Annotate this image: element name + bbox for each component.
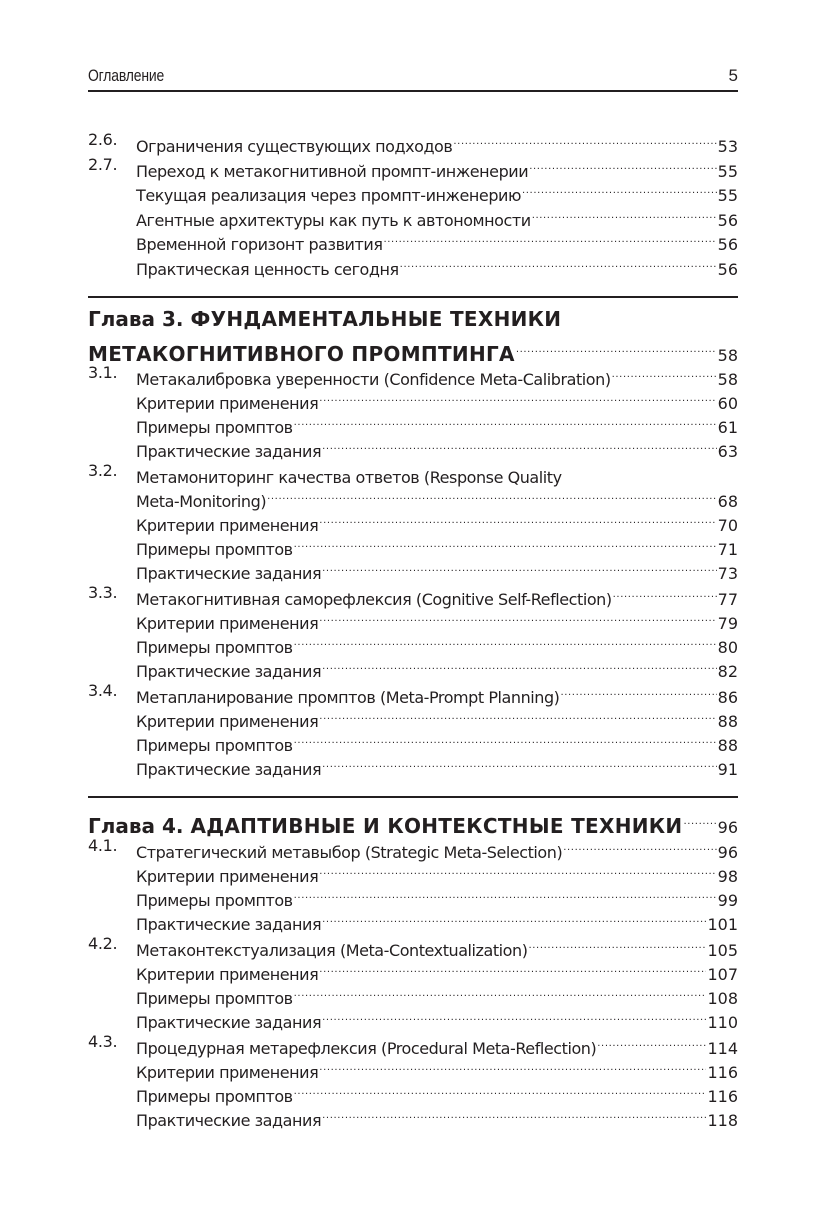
entry-page: 116 (707, 1087, 738, 1106)
entry-title: Метамониторинг качества ответов (Response Quality (136, 467, 562, 487)
entry-page: 88 (717, 736, 738, 755)
entry-title: Процедурная метарефлексия (Procedural Meta-Reflection) (136, 1038, 597, 1058)
toc-entry[interactable] (88, 433, 738, 462)
dot-leader (294, 409, 717, 433)
entry-number: 4.3. (88, 1031, 118, 1051)
toc-entry[interactable] (88, 153, 738, 181)
toc-entry[interactable] (88, 459, 738, 487)
dot-leader (319, 1054, 706, 1078)
entry-title: Примеры промптов (136, 1087, 293, 1106)
entry-title: Критерии применения (136, 867, 319, 887)
entry-title: Стратегический метавыбор (Strategic Meta-Selection) (136, 843, 563, 862)
dot-leader (400, 251, 717, 275)
dot-leader (516, 333, 717, 361)
entry-title: Метакалибровка уверенности (Confidence Meta-Calibration) (136, 370, 611, 389)
toc-entry[interactable] (88, 385, 738, 414)
dot-leader (322, 751, 717, 775)
entry-number: 3.3. (88, 582, 118, 602)
toc-entry[interactable] (88, 507, 738, 536)
dot-leader (319, 507, 716, 531)
entry-page: 56 (717, 210, 738, 230)
dot-leader (294, 980, 707, 1004)
dot-leader (532, 202, 717, 226)
dot-leader (563, 834, 716, 858)
entry-page: 60 (717, 394, 738, 414)
entry-number: 4.2. (88, 933, 118, 953)
entry-number: 2.7. (88, 154, 118, 174)
entry-number: 3.4. (88, 680, 118, 700)
dot-leader (529, 153, 716, 177)
entry-page: 116 (707, 1062, 738, 1082)
chapter3-label: Глава 3. (88, 307, 184, 331)
entry-page: 73 (717, 564, 738, 584)
toc-entry[interactable] (88, 932, 738, 960)
entry-page: 98 (717, 867, 738, 887)
running-head-title: Оглавление (88, 66, 165, 85)
entry-title: Практические задания (136, 1013, 322, 1033)
dot-leader (612, 361, 717, 385)
entry-title: Критерии применения (136, 614, 319, 633)
toc-entry[interactable] (88, 1004, 738, 1033)
toc-entry[interactable] (88, 858, 738, 887)
toc-entry[interactable] (88, 906, 738, 935)
entry-title: Ограничения существующих подходов (136, 137, 453, 156)
toc-entry[interactable] (88, 834, 738, 862)
entry-page: 70 (717, 516, 738, 536)
toc-entry[interactable] (88, 605, 738, 633)
entry-title: Практические задания (136, 442, 322, 462)
entry-title: Примеры промптов (136, 891, 293, 911)
entry-page: 96 (717, 843, 738, 862)
toc-entry[interactable] (88, 980, 738, 1009)
entry-title: Практические задания (136, 1111, 322, 1131)
entry-title: Критерии применения (136, 711, 319, 731)
running-head (88, 66, 738, 88)
entry-title: Практическая ценность сегодня (136, 260, 399, 279)
entry-page: 79 (717, 614, 738, 633)
entry-title: Критерии применения (136, 394, 319, 414)
dot-leader (613, 581, 717, 605)
entry-page: 56 (717, 260, 738, 279)
dot-leader (563, 459, 737, 483)
toc-entry[interactable] (88, 727, 738, 755)
entry-page: 63 (717, 442, 738, 462)
toc-entry[interactable] (88, 1030, 738, 1058)
entry-title: Метаконтекстуализация (Meta-Contextualization) (136, 940, 528, 960)
toc-entry[interactable] (88, 128, 738, 156)
dot-leader (597, 1030, 706, 1054)
entry-title: Временной горизонт развития (136, 235, 383, 255)
toc-entry[interactable] (88, 177, 738, 206)
entry-page: 80 (717, 638, 738, 658)
entry-page: 101 (707, 915, 738, 935)
toc-entry[interactable] (88, 629, 738, 658)
toc-entry[interactable] (88, 653, 738, 682)
entry-title: Метакогнитивная саморефлексия (Cognitive Self-Reflection) (136, 589, 612, 609)
dot-leader (319, 385, 716, 409)
dot-leader (322, 653, 717, 677)
dot-leader (322, 433, 717, 457)
dot-leader (294, 531, 717, 555)
toc-entry[interactable] (88, 226, 738, 255)
toc-entry[interactable] (88, 882, 738, 911)
chapter4-page: 96 (717, 818, 738, 837)
dot-leader (267, 483, 717, 507)
toc-entry[interactable] (88, 1054, 738, 1082)
entry-title: Meta-Monitoring) (136, 492, 267, 511)
chapter4-rule (88, 796, 738, 798)
toc-entry[interactable] (88, 251, 738, 279)
dot-leader (683, 805, 716, 833)
chapter3-title-line1: ФУНДАМЕНТАЛЬНЫЕ ТЕХНИКИ (190, 307, 562, 331)
toc-entry[interactable] (88, 751, 738, 780)
entry-title: Критерии применения (136, 1062, 319, 1082)
entry-number: 3.1. (88, 363, 118, 382)
entry-page: 105 (707, 940, 738, 960)
dot-leader (322, 555, 717, 579)
entry-page: 114 (707, 1038, 738, 1058)
entry-page: 91 (717, 760, 738, 780)
toc-entry[interactable] (88, 703, 738, 731)
dot-leader (322, 906, 706, 930)
entry-page: 110 (707, 1013, 738, 1033)
chapter4-title: АДАПТИВНЫЕ И КОНТЕКСТНЫЕ ТЕХНИКИ (190, 814, 683, 838)
toc-entry[interactable] (88, 679, 738, 707)
entry-title: Практические задания (136, 760, 322, 780)
dot-leader (322, 1102, 706, 1126)
dot-leader (322, 1004, 706, 1028)
entry-title: Примеры промптов (136, 540, 293, 560)
entry-title: Примеры промптов (136, 989, 293, 1009)
entry-page: 77 (717, 589, 738, 609)
dot-leader (319, 858, 716, 882)
dot-leader (294, 629, 717, 653)
toc-entry[interactable] (88, 531, 738, 560)
dot-leader (319, 605, 716, 629)
toc-entry[interactable] (88, 581, 738, 609)
entry-title: Примеры промптов (136, 418, 293, 438)
chapter3-page: 58 (717, 346, 738, 365)
dot-leader (294, 882, 717, 906)
dot-leader (522, 177, 717, 201)
entry-number: 4.1. (88, 836, 118, 855)
toc-entry[interactable] (88, 202, 738, 230)
entry-page: 53 (717, 137, 738, 156)
entry-page: 107 (707, 965, 738, 984)
dot-leader (319, 956, 706, 980)
toc-entry[interactable] (88, 361, 738, 389)
toc-entry[interactable] (88, 483, 738, 511)
dot-leader (319, 703, 716, 727)
entry-page: 55 (717, 186, 738, 206)
dot-leader (529, 932, 707, 956)
entry-page: 56 (717, 235, 738, 255)
entry-title: Метапланирование промптов (Meta-Prompt Planning) (136, 687, 560, 707)
chapter3-title-line2: МЕТАКОГНИТИВНОГО ПРОМПТИНГА (88, 342, 515, 366)
entry-number: 2.6. (88, 130, 118, 149)
toc-entry[interactable] (88, 555, 738, 584)
entry-page: 82 (717, 662, 738, 682)
entry-page: 86 (717, 687, 738, 707)
page-number: 5 (728, 66, 738, 85)
dot-leader (560, 679, 716, 703)
entry-title: Критерии применения (136, 516, 319, 536)
dot-leader (294, 727, 717, 751)
entry-number: 3.2. (88, 460, 118, 480)
entry-page: 55 (717, 161, 738, 181)
entry-page: 108 (707, 989, 738, 1009)
toc-entry[interactable] (88, 1078, 738, 1106)
toc-entry[interactable] (88, 956, 738, 984)
entry-title: Агентные архитектуры как путь к автономности (136, 210, 531, 230)
entry-page: 99 (717, 891, 738, 911)
header-rule (88, 90, 738, 92)
entry-title: Примеры промптов (136, 638, 293, 658)
entry-title: Практические задания (136, 915, 322, 935)
toc-entry[interactable] (88, 1102, 738, 1131)
entry-page: 88 (717, 711, 738, 731)
entry-page: 68 (717, 492, 738, 511)
entry-page: 71 (717, 540, 738, 560)
entry-page: 61 (717, 418, 738, 438)
dot-leader (453, 128, 716, 152)
entry-title: Переход к метакогнитивной промпт-инженерии (136, 161, 529, 181)
dot-leader (294, 1078, 707, 1102)
entry-page: 58 (717, 370, 738, 389)
entry-title: Критерии применения (136, 965, 319, 984)
dot-leader (384, 226, 717, 250)
entry-title: Текущая реализация через промпт-инженерию (136, 186, 521, 206)
entry-title: Практические задания (136, 662, 322, 682)
entry-title: Примеры промптов (136, 736, 293, 755)
entry-title: Практические задания (136, 564, 322, 584)
chapter4-label: Глава 4. (88, 814, 184, 838)
entry-page: 118 (707, 1111, 738, 1131)
toc-entry[interactable] (88, 409, 738, 438)
chapter3-rule (88, 296, 738, 298)
